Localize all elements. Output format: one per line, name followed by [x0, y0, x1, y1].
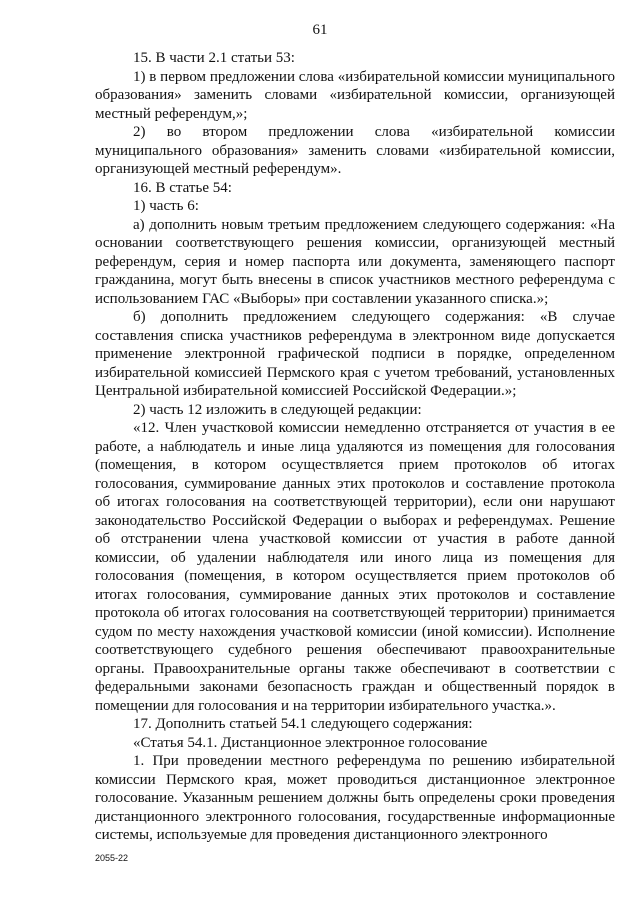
- page-number: 61: [312, 22, 328, 38]
- paragraph-item-17: 17. Дополнить статьей 54.1 следующего содержания:: [133, 716, 473, 732]
- paragraph-item-15: 15. В части 2.1 статьи 53:: [133, 50, 295, 66]
- paragraph-quoted-part-12: «12. Член участковой комиссии немедленно отстраняется от участия в ее работе, а наблюдатель и иные лица удаляются из помещения для голосования (помещения, в котором осуществляется прием протоколов об итогах голосования, суммирование данных этих протоколов и составление протокола об итогах голосования на соответствующей территории), если они нарушают законодательство Российской Федерации о выборах и референдумах. Решение об отстранении члена участковой комиссии от участия в работе данной комиссии, об удалении наблюдателя или иного лица из помещения для голосования (помещения, в котором осуществляется прием протоколов об итогах голосования, суммирование данных этих протоколов и составление протокола об итогах голосования на соответствующей территории) принимается судом по месту нахождения участковой комиссии (иной комиссии). Исполнение соответствующего судебного решения обеспечивают правоохранительные органы. Правоохранительные органы также обеспечивают в соответствии с федеральными законами безопасность граждан и общественный порядок в помещении для голосования и на территории избирательного участка.».: [95, 420, 615, 714]
- paragraph-subitem-15-1: 1) в первом предложении слова «избирательной комиссии муниципального образования» заменить словами «избирательной комиссии, организующей местный референдум,»;: [95, 68, 615, 122]
- paragraph-article-54-1-title: «Статья 54.1. Дистанционное электронное голосование: [133, 734, 488, 751]
- paragraph-subitem-16-1: 1) часть 6:: [133, 198, 199, 214]
- paragraph-article-54-1-part-1: 1. При проведении местного референдума по решению избирательной комиссии Пермского края, может проводиться дистанционное электронное голосование. Указанным решением должны быть определены сроки проведения дистанционного электронного голосования, государственные информационные системы, используемые для проведения дистанционного электронного: [95, 753, 615, 843]
- paragraph-subitem-16-1-b: б) дополнить предложением следующего содержания: «В случае составления списка участников референдума в электронном виде допускается применение электронной графической подписи в порядке, определенном избирательной комиссией Пермского края с учетом требований, установленных Центральной избирательной комиссией Российской Федерации.»;: [95, 309, 615, 399]
- paragraph-subitem-15-2: 2) во втором предложении слова «избирательной комиссии муниципального образования» заменить словами «избирательной комиссии, организующей местный референдум».: [95, 124, 615, 177]
- document-code: 2055-22: [95, 853, 129, 863]
- paragraph-subitem-16-1-a: а) дополнить новым третьим предложением следующего содержания: «На основании соответствующего решения комиссии, организующей местный референдум, серия и номер паспорта или документа, заменяющего паспорт гражданина, могут быть внесены в список участников местного референдума с использованием ГАС «Выборы» при составлении указанного списка.»;: [95, 216, 615, 307]
- paragraph-item-16: 16. В статье 54:: [133, 179, 232, 196]
- paragraph-subitem-16-2: 2) часть 12 изложить в следующей редакции:: [133, 401, 422, 418]
- document-body: [95, 49, 615, 845]
